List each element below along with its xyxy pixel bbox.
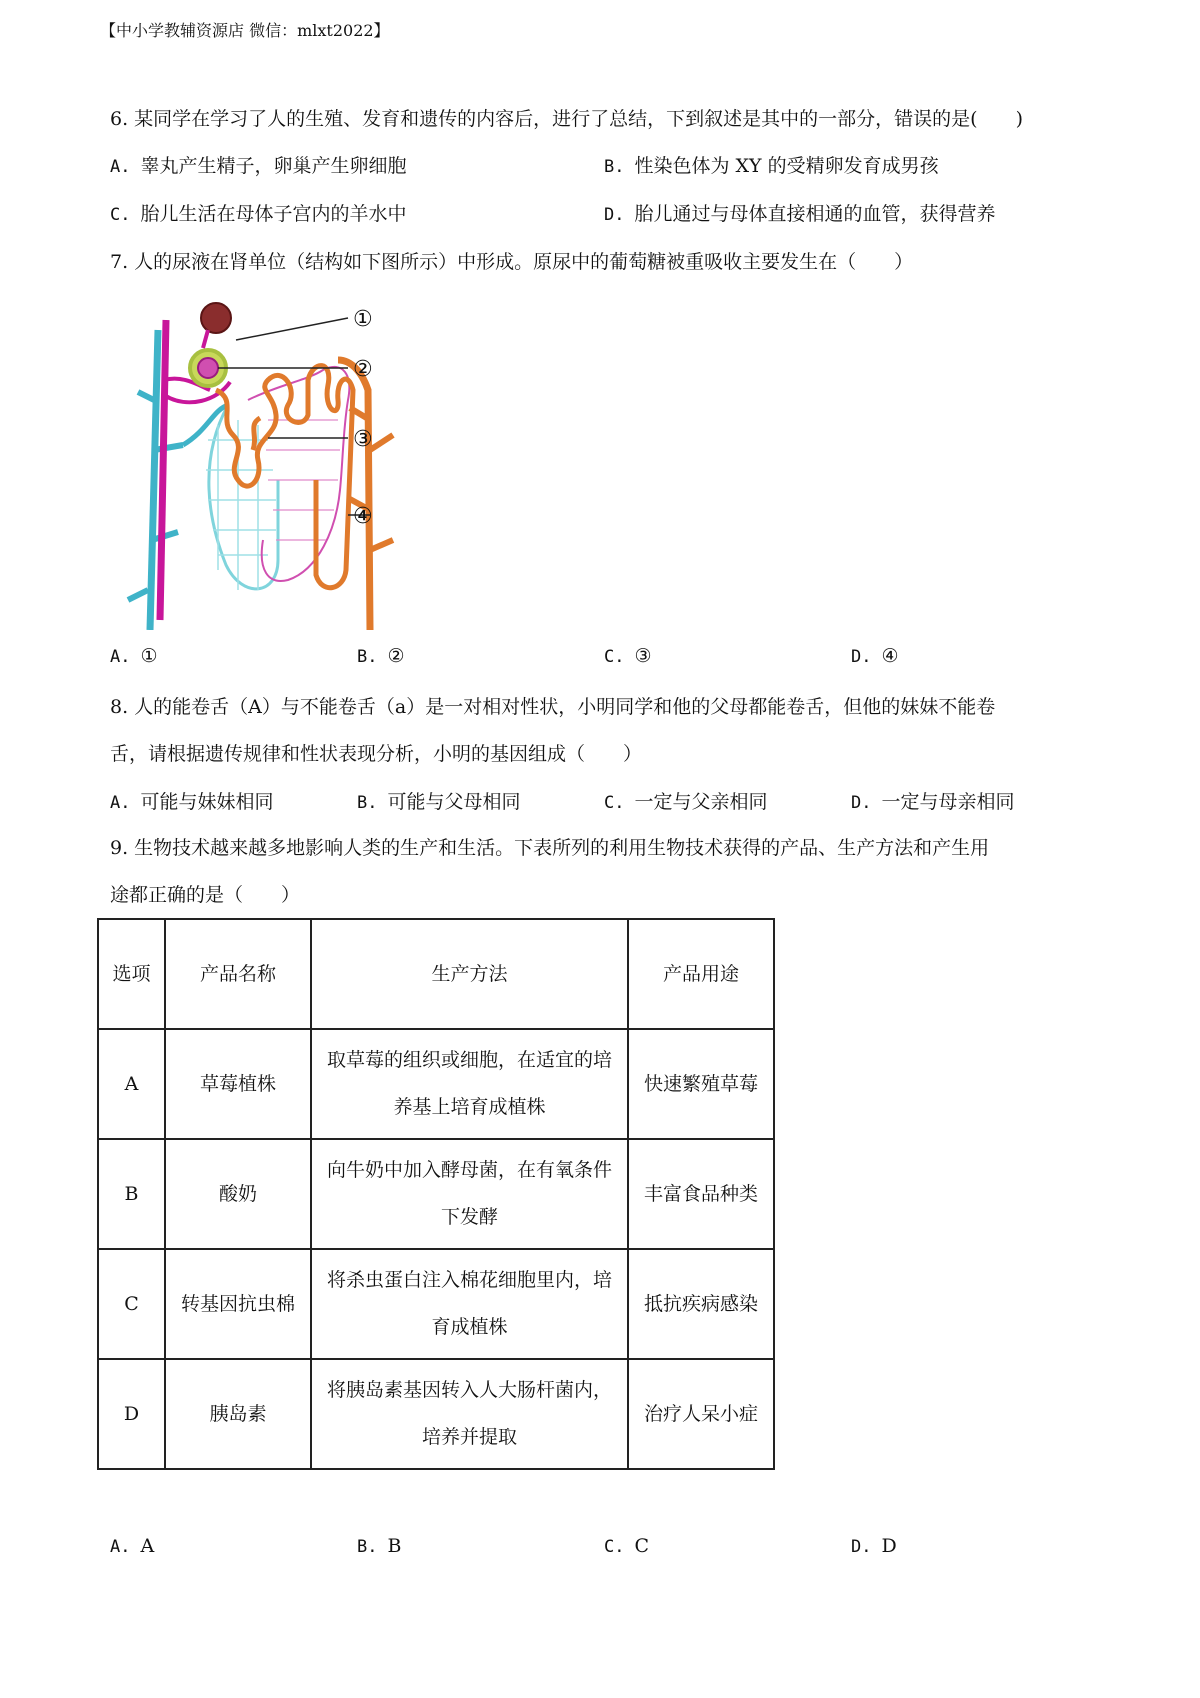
option-label: C. [604, 793, 625, 813]
q9-option-d[interactable] [851, 1535, 897, 1557]
option-text: 一定与父亲相同 [634, 791, 768, 813]
vessel-knot [201, 303, 231, 333]
cell-option: A [98, 1029, 165, 1139]
option-text: 可能与父母相同 [387, 791, 521, 813]
option-label: C. [604, 647, 625, 667]
q6-option-c[interactable] [110, 199, 407, 226]
option-text: ④ [881, 645, 899, 667]
option-text: B [387, 1535, 402, 1557]
option-label: C. [604, 1537, 625, 1557]
option-text: ② [387, 645, 405, 667]
option-label: D. [604, 205, 625, 225]
q8-option-d[interactable] [851, 787, 1015, 814]
option-label: B. [604, 157, 625, 177]
option-text: 胎儿通过与母体直接相通的血管，获得营养 [634, 203, 996, 225]
cell-method: 取草莓的组织或细胞，在适宜的培养基上培育成植株 [311, 1029, 628, 1139]
option-label: D. [851, 1537, 872, 1557]
question-8-stem-line1: 8. 人的能卷舌（A）与不能卷舌（a）是一对相对性状，小明同学和他的父母都能卷舌，但他的妹妹不能卷 [110, 696, 996, 718]
cell-product: 胰岛素 [165, 1359, 311, 1469]
biotech-table [97, 918, 775, 1470]
table-row [98, 1359, 774, 1469]
header-method: 生产方法 [311, 919, 628, 1029]
option-text: 可能与妹妹相同 [140, 791, 274, 813]
option-text: 性染色体为 XY 的受精卵发育成男孩 [634, 155, 939, 177]
figure-label-3: ③ [353, 427, 373, 452]
q6-option-b[interactable] [604, 151, 939, 178]
question-8-stem-line2: 舌，请根据遗传规律和性状表现分析，小明的基因组成（ ） [110, 743, 643, 765]
cell-option: B [98, 1139, 165, 1249]
vein [150, 330, 158, 630]
nephron-diagram [108, 300, 428, 630]
option-label: D. [851, 647, 872, 667]
option-label: A. [110, 793, 131, 813]
q8-option-b[interactable] [357, 787, 521, 814]
cell-use: 治疗人呆小症 [628, 1359, 774, 1469]
cell-use: 丰富食品种类 [628, 1139, 774, 1249]
figure-label-4: ④ [353, 504, 373, 529]
glomerulus [198, 358, 218, 378]
table-row [98, 1029, 774, 1139]
question-9-stem-line2: 途都正确的是（ ） [110, 884, 301, 906]
q7-option-c[interactable] [604, 645, 652, 667]
option-label: B. [357, 793, 378, 813]
q8-option-c[interactable] [604, 787, 768, 814]
option-label: A. [110, 647, 131, 667]
option-label: B. [357, 1537, 378, 1557]
option-text: ③ [634, 645, 652, 667]
table-header-row [98, 919, 774, 1029]
peritubular-capillaries [248, 367, 349, 581]
option-label: C. [110, 205, 131, 225]
page-header: 【中小学教辅资源店 微信：mlxt2022】 [100, 21, 390, 40]
figure-label-2: ② [353, 357, 373, 382]
option-text: A [140, 1535, 155, 1557]
cell-use: 抵抗疾病感染 [628, 1249, 774, 1359]
table-row [98, 1249, 774, 1359]
cell-option: D [98, 1359, 165, 1469]
header-use: 产品用途 [628, 919, 774, 1029]
option-text: 睾丸产生精子，卵巢产生卵细胞 [140, 155, 407, 177]
q7-option-a[interactable] [110, 645, 158, 667]
option-text: C [634, 1535, 650, 1557]
q6-option-d[interactable] [604, 199, 996, 226]
question-6-stem: 6. 某同学在学习了人的生殖、发育和遗传的内容后，进行了总结，下到叙述是其中的一部分，错误的是( ) [110, 108, 1023, 130]
q9-option-b[interactable] [357, 1535, 401, 1557]
option-label: A. [110, 157, 131, 177]
figure-label-1: ① [353, 307, 373, 332]
q8-option-a[interactable] [110, 787, 274, 814]
renal-artery [160, 320, 166, 620]
cell-use: 快速繁殖草莓 [628, 1029, 774, 1139]
cell-option: C [98, 1249, 165, 1359]
cell-method: 将胰岛素基因转入人大肠杆菌内，培养并提取 [311, 1359, 628, 1469]
question-9-stem-line1: 9. 生物技术越来越多地影响人类的生产和生活。下表所列的利用生物技术获得的产品、生产方法和产生用 [110, 837, 990, 859]
option-text: 胎儿生活在母体子宫内的羊水中 [140, 203, 407, 225]
option-label: D. [851, 793, 872, 813]
q7-option-b[interactable] [357, 645, 405, 667]
cell-method: 向牛奶中加入酵母菌，在有氧条件下发酵 [311, 1139, 628, 1249]
q9-option-a[interactable] [110, 1535, 154, 1557]
cell-method: 将杀虫蛋白注入棉花细胞里内，培育成植株 [311, 1249, 628, 1359]
option-text: 一定与母亲相同 [881, 791, 1015, 813]
option-label: B. [357, 647, 378, 667]
cell-product: 酸奶 [165, 1139, 311, 1249]
option-label: A. [110, 1537, 131, 1557]
q6-option-a[interactable] [110, 151, 407, 178]
header-product: 产品名称 [165, 919, 311, 1029]
option-text: D [881, 1535, 897, 1557]
q7-option-d[interactable] [851, 645, 899, 667]
cell-product: 转基因抗虫棉 [165, 1249, 311, 1359]
q9-option-c[interactable] [604, 1535, 649, 1557]
cell-product: 草莓植株 [165, 1029, 311, 1139]
option-text: ① [140, 645, 158, 667]
table-row [98, 1139, 774, 1249]
header-option: 选项 [98, 919, 165, 1029]
question-7-stem: 7. 人的尿液在肾单位（结构如下图所示）中形成。原尿中的葡萄糖被重吸收主要发生在（ ） [110, 251, 914, 273]
